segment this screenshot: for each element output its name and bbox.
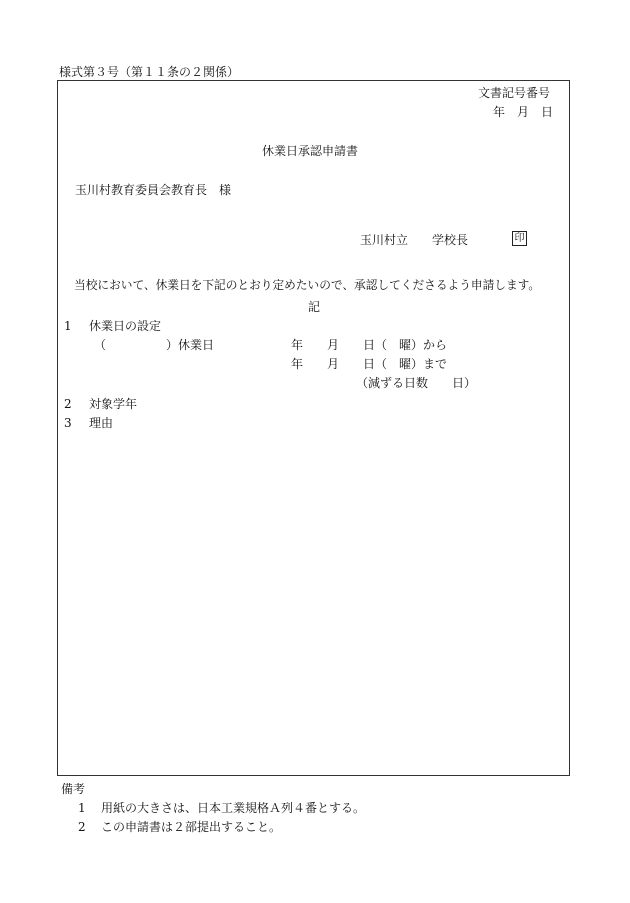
section-3-number: 3 [64,416,72,430]
section-2-label: 対象学年 [89,397,138,411]
document-number: 文書記号番号 [478,86,551,100]
section-2-number: 2 [64,397,72,411]
note-1-number: 1 [78,801,86,815]
date-line: 年 月 日 [493,105,554,119]
note-2-text: この申請書は２部提出すること。 [101,820,282,834]
document-title: 休業日承認申請書 [262,144,359,158]
body-text: 当校において、休業日を下記のとおり定めたいので、承認してくださるよう申請します。 [74,278,541,292]
holiday-from: 年 月 日（ 曜）から [291,338,448,352]
form-number: 様式第３号（第１１条の２関係） [59,65,240,79]
addressee: 玉川村教育委員会教育長 様 [75,183,232,197]
reduced-days: （減ずる日数 日） [356,376,477,390]
seal-mark: 印 [512,231,527,246]
note-1-text: 用紙の大きさは、日本工業規格Ａ列４番とする。 [101,801,366,815]
applicant: 玉川村立 学校長 [360,233,469,247]
note-2-number: 2 [78,820,86,834]
section-3-label: 理由 [89,416,114,430]
holiday-to: 年 月 日（ 曜）まで [291,357,448,371]
holiday-type: （ ）休業日 [94,338,215,352]
ki-mark: 記 [308,300,321,314]
notes-title: 備考 [61,782,86,796]
section-1-number: 1 [64,319,72,333]
section-1-label: 休業日の設定 [89,319,162,333]
